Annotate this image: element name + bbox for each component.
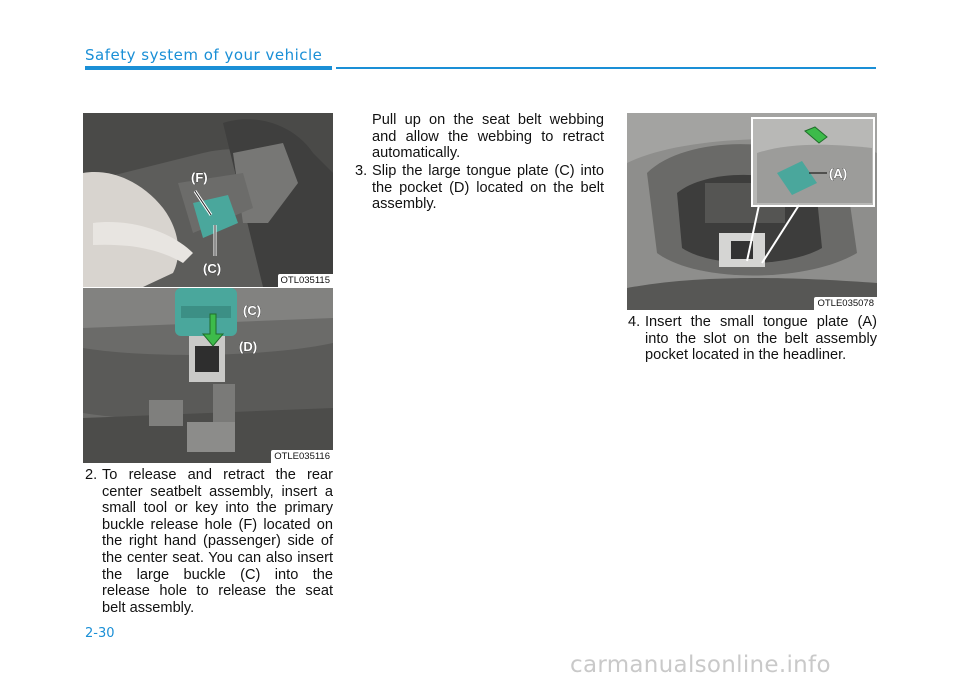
figure-code: OTLE035078 (814, 297, 877, 310)
step-number: 2. (85, 467, 98, 483)
figure-code: OTLE035116 (271, 450, 333, 463)
watermark: carmanualsonline.info (570, 652, 831, 678)
header-rule-thin (336, 67, 876, 69)
step-2 (85, 467, 333, 616)
label-d: (D) (239, 339, 258, 354)
headliner-pocket-illustration (627, 113, 877, 310)
step-text: Pull up on the seat belt webbing and allow the webbing to retract automatically. (372, 112, 604, 162)
label-c: (C) (203, 261, 222, 276)
step-2-continued (372, 112, 604, 162)
figure-buckle-release (83, 113, 333, 287)
tongue-pocket-illustration (83, 288, 333, 463)
figure-tongue-pocket (83, 288, 333, 463)
header-rule-thick (85, 66, 332, 70)
step-4 (628, 314, 877, 364)
section-title: Safety system of your vehicle (85, 46, 323, 64)
label-f: (F) (191, 170, 208, 185)
page-number: 2-30 (85, 626, 115, 641)
step-number: 3. (355, 163, 368, 179)
step-text: Insert the small tongue plate (A) into the slot on the belt assembly pocket located in the headliner. (645, 314, 877, 364)
step-number: 4. (628, 314, 641, 330)
step-text: To release and retract the rear center seatbelt assembly, insert a small tool or key into the primary buckle release hole (F) located on the right hand (passenger) side of the center seat. You can also insert the large buckle (C) into the release hole to release the seat belt assembly. (102, 467, 333, 616)
figure-code: OTL035115 (278, 274, 333, 287)
buckle-release-illustration (83, 113, 333, 287)
label-a: (A) (829, 166, 848, 181)
step-3 (355, 163, 604, 213)
figure-headliner-pocket (627, 113, 877, 310)
step-text: Slip the large tongue plate (C) into the pocket (D) located on the belt assembly. (372, 163, 604, 213)
label-c: (C) (243, 303, 262, 318)
